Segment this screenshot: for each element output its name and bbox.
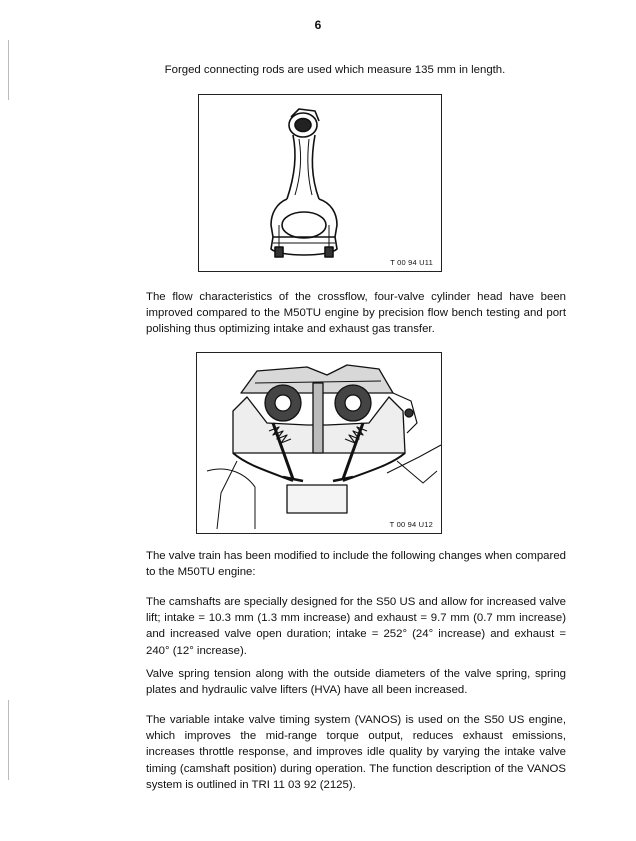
scan-edge-mark-bottom — [8, 700, 9, 780]
connecting-rod-illustration — [199, 95, 441, 271]
paragraph-valve-springs: Valve spring tension along with the outside diameters of the valve spring, spring plates and hydraulic valve lifters (HVA) have all been increased. — [146, 668, 566, 697]
paragraph-vanos: The variable intake valve timing system (VANOS) is used on the S50 US engine, which improves the mid-range torque output, reduces exhaust emissions, increases throttle response, and improves idle quality by varying the intake valve timing (camshaft position) during operation. The function description of the VANOS system is outlined in TRI 11 03 92 (2125). — [146, 714, 566, 791]
cylinder-head-illustration — [197, 353, 441, 533]
page-number: 6 — [314, 18, 322, 32]
paragraph-valve-train: The valve train has been modified to include the following changes when compared to the M50TU engine: — [146, 550, 566, 579]
figure-connecting-rod — [198, 94, 442, 272]
scan-edge-mark-top — [8, 40, 9, 100]
figure-code: T 00 94 U11 — [390, 258, 433, 267]
paragraph-camshafts: The camshafts are specially designed for the S50 US and allow for increased valve lift; intake = 10.3 mm (1.3 mm increase) and exhaust = 9.7 mm (0.7 mm increase) and increased valve open duration; intake = 252° (24° increase) and exhaust = 240° (12° increase). — [146, 596, 566, 657]
figure-cylinder-head — [196, 352, 442, 534]
figure-code: T 00 94 U12 — [389, 520, 433, 529]
paragraph-connecting-rods: Forged connecting rods are used which measure 135 mm in length. — [164, 64, 506, 76]
paragraph-cylinder-head: The flow characteristics of the crossflow, four-valve cylinder head have been improved compared to the M50TU engine by precision flow bench testing and port polishing thus optimizing intake and exhaust gas transfer. — [146, 291, 566, 336]
